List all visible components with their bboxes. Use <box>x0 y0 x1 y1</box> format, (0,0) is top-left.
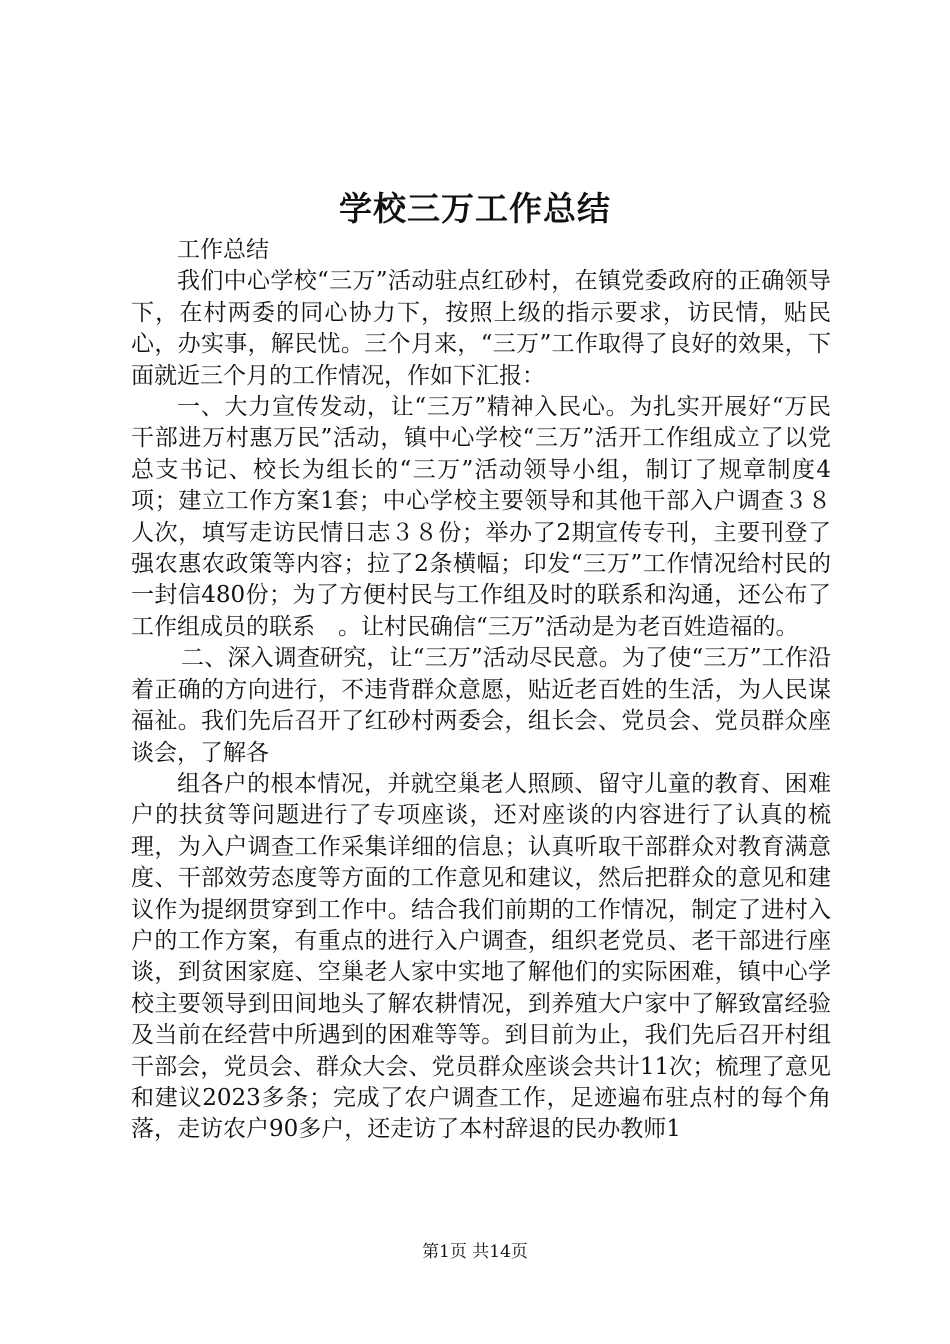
paragraph-subtitle: 工作总结 <box>177 237 269 263</box>
paragraph-intro: 我们中心学校“三万”活动驻点红砂村，在镇党委政府的正确领导下，在村两委的同心协力下，按照上级的指示要求，访民情，贴民心，办实事，解民忧。三个月来，“三万”工作取得了良好的效果，下面就近三个月的工作情况，作如下汇报： <box>131 268 831 389</box>
paragraph-section-two: 二、深入调查研究，让“三万”活动尽民意。为了使“三万”工作沿着正确的方向进行，不违背群众意愿，贴近老百姓的生活，为人民谋福祉。我们先后召开了红砂村两委会，组长会、党员会、党员群众座谈会，了解各 <box>131 645 831 766</box>
paragraph-continuation: 组各户的根本情况，并就空巢老人照顾、留守儿童的教育、困难户的扶贫等问题进行了专项座谈，还对座谈的内容进行了认真的梳理，为入户调查工作采集详细的信息；认真听取干部群众对教育满意度、干部效劳态度等方面的工作意见和建议，然后把群众的意见和建议作为提纲贯穿到工作中。结合我们前期的工作情况，制定了进村入户的工作方案，有重点的进行入户调查，组织老党员、老干部进行座谈，到贫困家庭、空巢老人家中实地了解他们的实际困难，镇中心学校主要领导到田间地头了解农耕情况，到养殖大户家中了解致富经验及当前在经营中所遇到的困难等等。到目前为止，我们先后召开村组干部会，党员会、群众大会、党员群众座谈会共计11次；梳理了意见和建议2023多条；完成了农户调查工作，足迹遍布驻点村的每个角落，走访农户90多户，还走访了本村辞退的民办教师1 <box>131 770 831 1143</box>
document-title: 学校三万工作总结 <box>339 189 611 228</box>
page-footer: 第1页 共14页 <box>422 1242 528 1262</box>
paragraph-section-one: 一、大力宣传发动，让“三万”精神入民心。为扎实开展好“万民干部进万村惠万民”活动，镇中心学校“三万”活开工作组成立了以党总支书记、校长为组长的“三万”活动领导小组，制订了规章制度4项；建立工作方案1套；中心学校主要领导和其他干部入户调查３８人次，填写走访民情日志３８份；举办了2期宣传专刊，主要刊登了强农惠农政策等内容；拉了2条横幅；印发“三万”工作情况给村民的一封信480份；为了方便村民与工作组及时的联系和沟通，还公布了工作组成员的联系 。让村民确信“三万”活动是为老百姓造福的。 <box>131 394 831 640</box>
document-body <box>131 235 831 1146</box>
